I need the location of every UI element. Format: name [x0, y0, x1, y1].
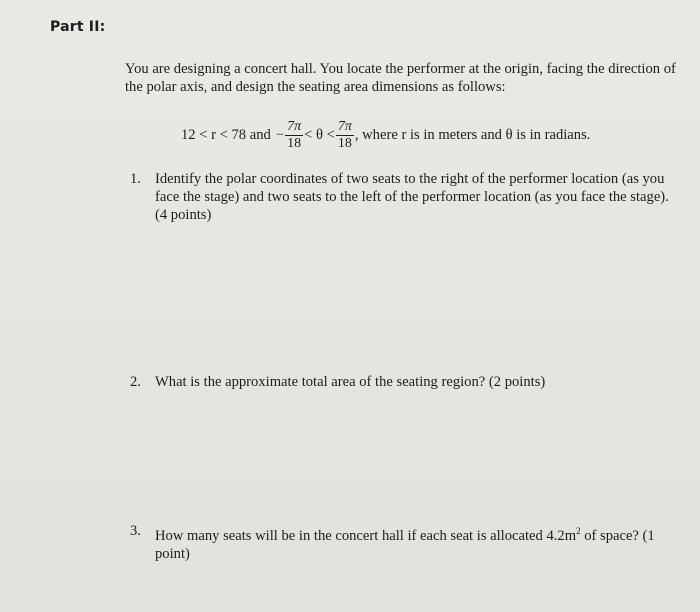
upper-bound-fraction [336, 119, 354, 152]
question-number: 1. [130, 171, 141, 187]
fraction-denominator: 18 [337, 135, 352, 151]
part-title: Part II: [50, 19, 106, 35]
question-text: What is the approximate total area of the seating region? (2 points) [155, 374, 546, 390]
fraction-denominator: 18 [287, 135, 302, 151]
question-text-before: How many seats will be in the concert hall if each seat is allocated [155, 527, 547, 544]
question-number: 3. [130, 523, 141, 539]
seat-area-exponent: 2 [576, 526, 581, 536]
question-text: Identify the polar coordinates of two seats to the right of the performer location (as you face the stage) and two seats to the left of the performer location (as you face the stage). (4 points) [155, 171, 669, 223]
fraction-numerator: 7π [287, 118, 302, 134]
question-text [155, 522, 675, 563]
question-text-after: of space? (1 point) [155, 527, 655, 562]
r-range: 12 < r < 78 and [181, 126, 271, 143]
minus-sign: − [275, 126, 285, 143]
theta-inequality: < θ < [304, 126, 335, 143]
seat-area-value: 4.2m [546, 527, 577, 544]
lower-bound-fraction [285, 119, 303, 152]
intro-paragraph: You are designing a concert hall. You locate the performer at the origin, facing the direction of the polar axis, and design the seating area dimensions as follows: [125, 61, 676, 95]
fraction-numerator: 7π [337, 118, 352, 134]
question-number: 2. [130, 374, 141, 390]
seating-condition [181, 112, 590, 158]
condition-units: , where r is in meters and θ is in radians. [354, 126, 591, 143]
